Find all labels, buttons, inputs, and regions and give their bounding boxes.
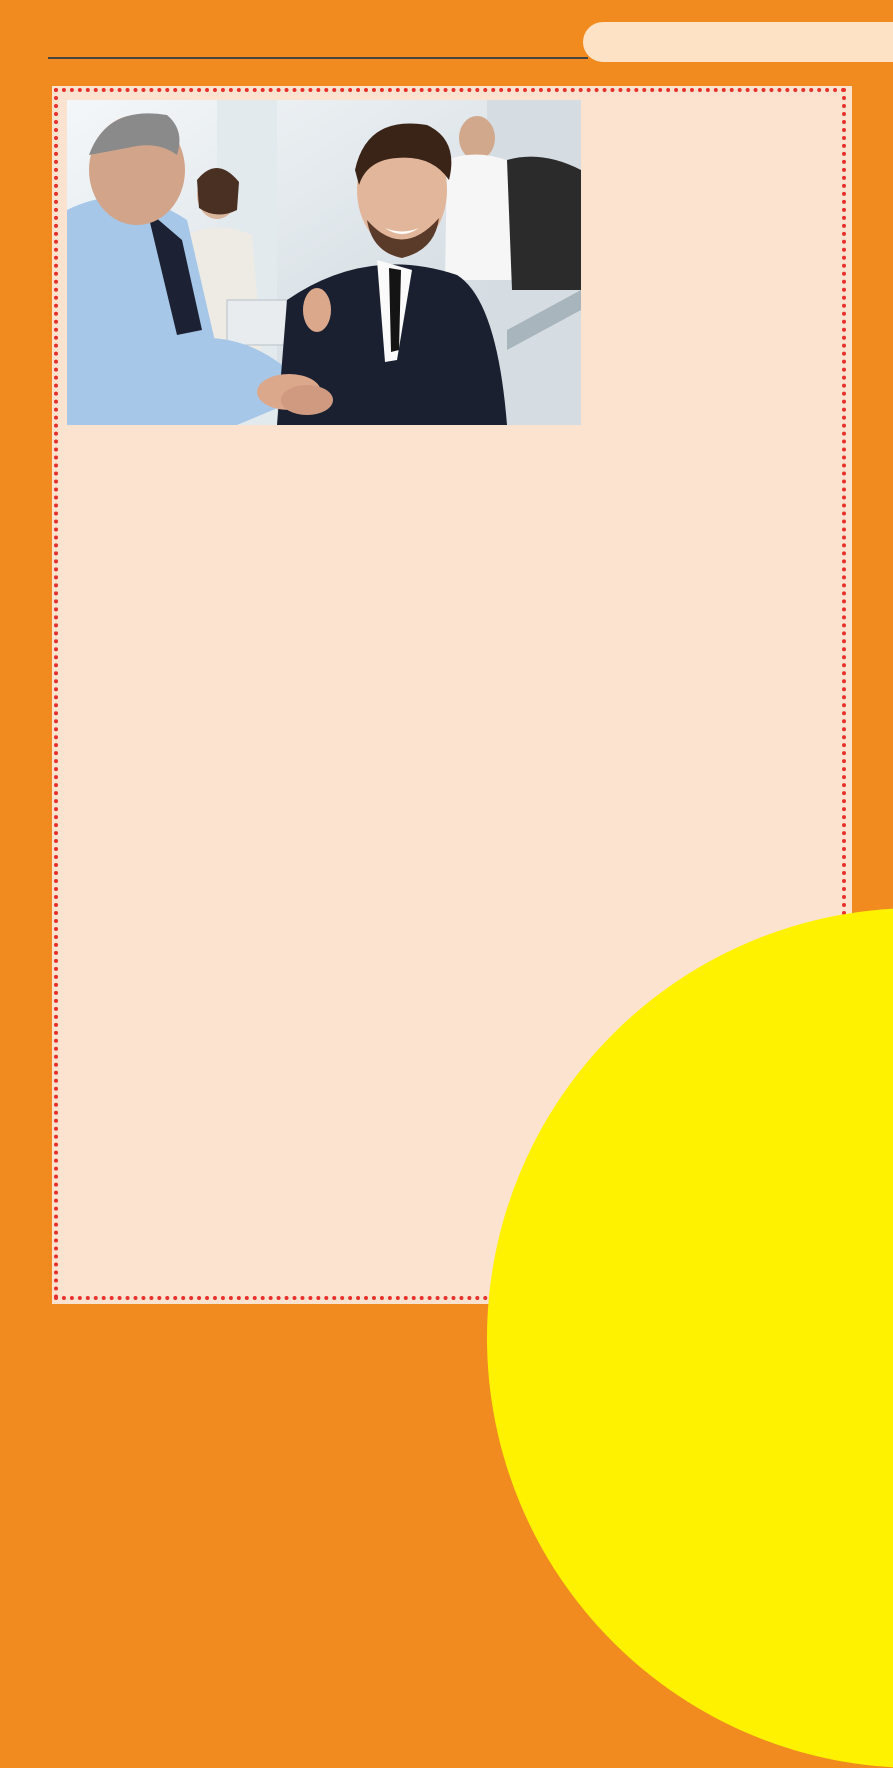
- header-tab: [583, 22, 893, 62]
- article-photo-handshake: [67, 100, 581, 425]
- header-rule: [48, 57, 588, 59]
- handshake-illustration: [67, 100, 581, 425]
